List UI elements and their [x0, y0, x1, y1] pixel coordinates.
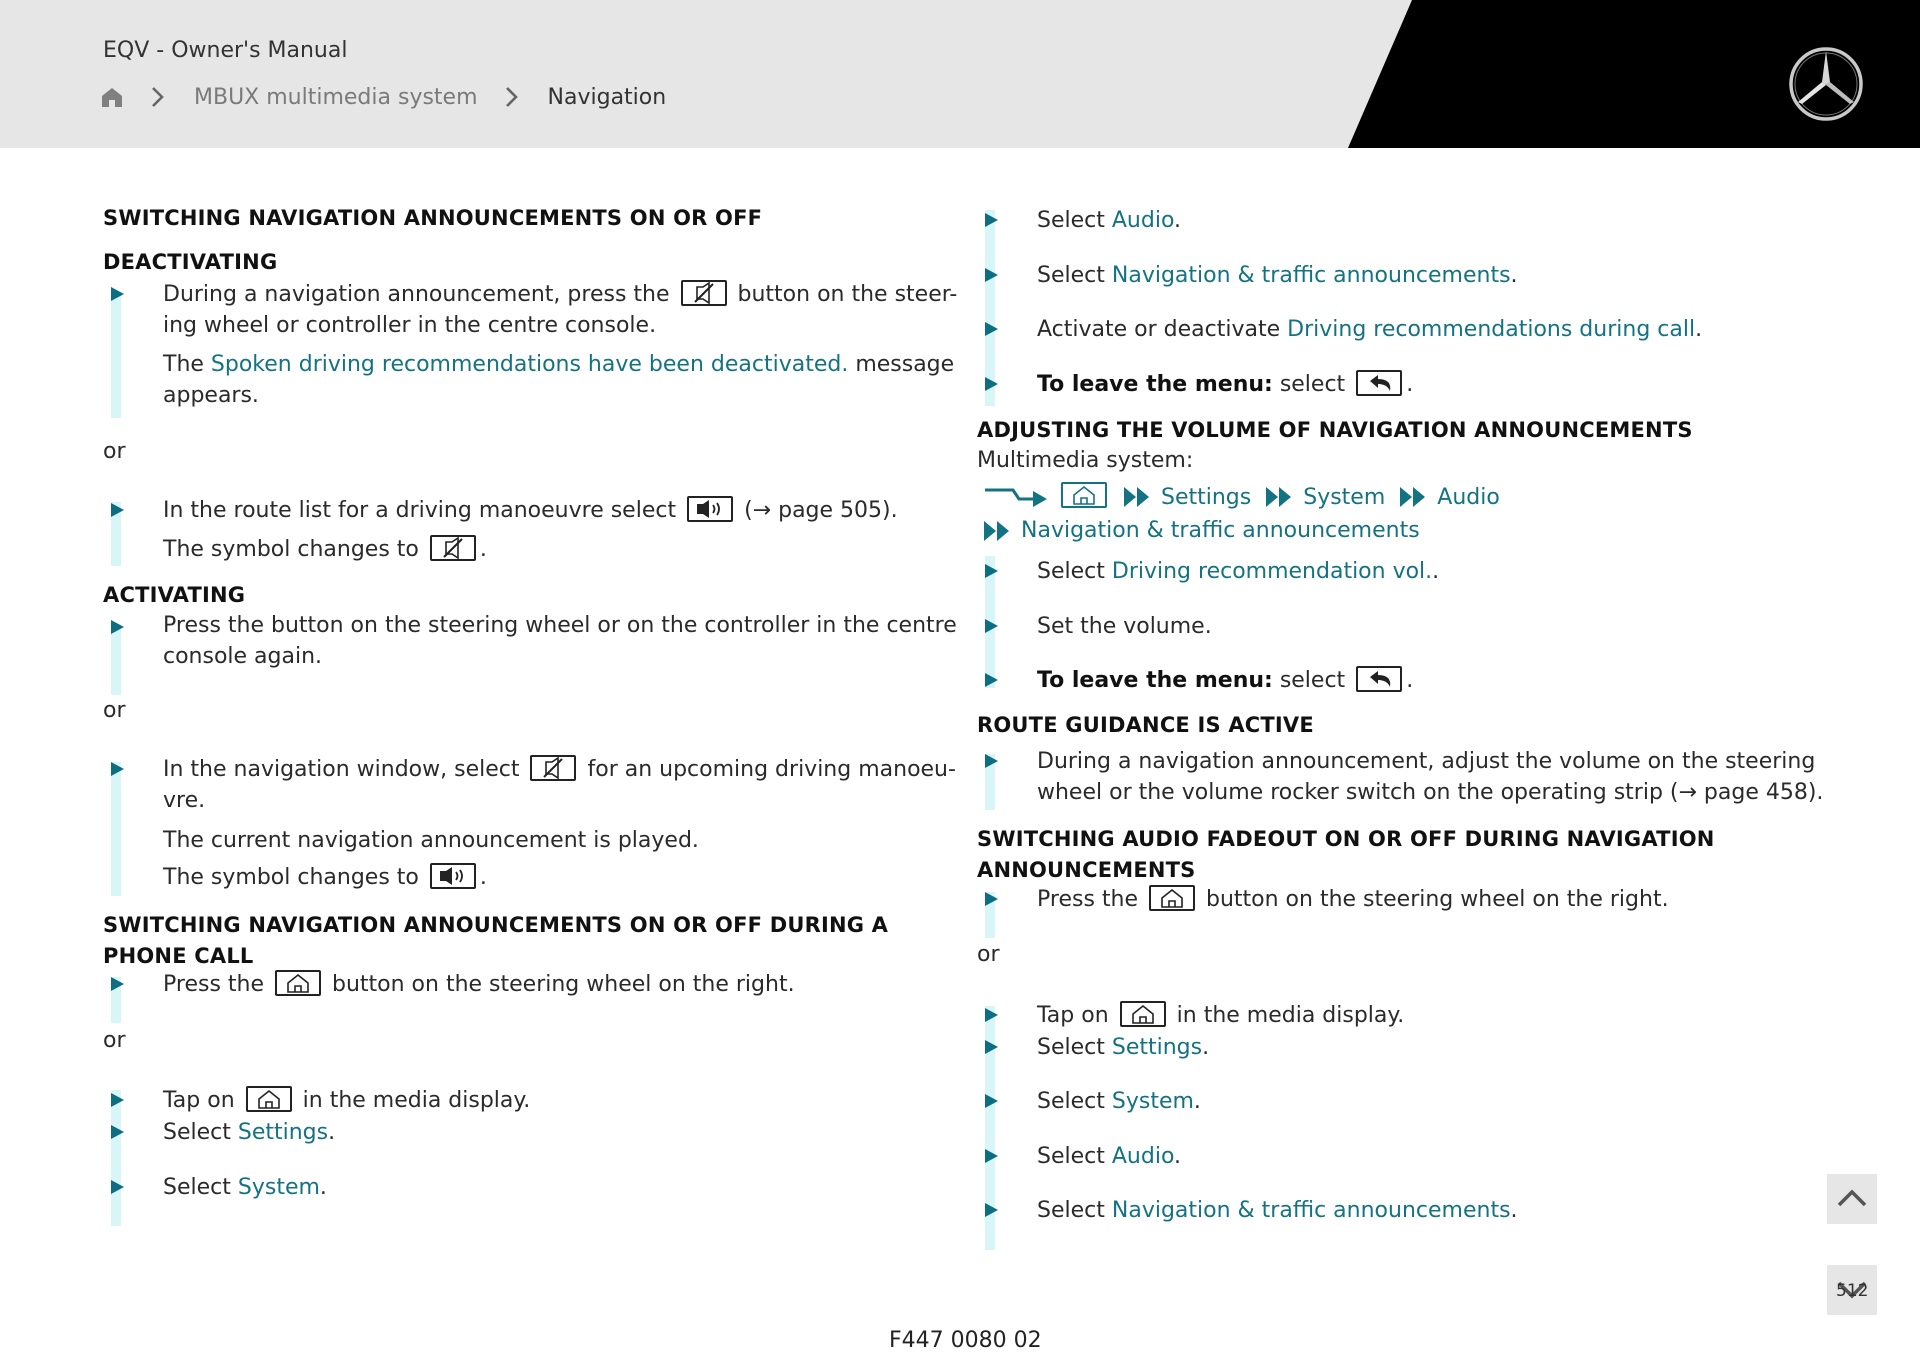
step-arrow-icon [111, 1180, 124, 1194]
menu-link-settings[interactable]: Settings [237, 1120, 329, 1145]
result-text: The current navigation announcement is played. [163, 828, 699, 853]
step-bar [111, 292, 121, 418]
home-button-icon [1061, 482, 1107, 508]
step-text: in the media display. [302, 1088, 531, 1113]
step-text: vre. [163, 788, 206, 813]
step-text: button on the steer- [737, 282, 958, 307]
step-arrow-icon [985, 377, 998, 391]
menu-path-row-2 [983, 518, 1420, 543]
step-text: button on the steering wheel on the right. [1206, 887, 1669, 912]
footer-code: F447 0080 02 [889, 1328, 1042, 1353]
step-arrow-icon [985, 268, 998, 282]
step-tap-home [1037, 1000, 1404, 1031]
step-text: ing wheel or controller in the centre console. [163, 313, 657, 338]
home-button-icon [246, 1086, 292, 1112]
step-select-nav-traffic: Select Navigation & traffic announcements. [1037, 263, 1518, 288]
home-button-icon [1120, 1001, 1166, 1027]
step-arrow-icon [985, 1094, 998, 1108]
step-text: for an upcoming driving manoeu- [587, 757, 956, 782]
step-arrow-icon [985, 619, 998, 633]
chevron-right-icon [150, 85, 166, 109]
step-arrow-icon [111, 620, 124, 634]
step-bar [111, 625, 121, 695]
step-arrow-icon [985, 564, 998, 578]
step-text-bold: To leave the menu: [1037, 372, 1273, 397]
step-text: message [855, 352, 955, 377]
message-link: Spoken driving recommendations have been deactivated. [210, 352, 849, 377]
path-link-nav-traffic[interactable]: Navigation & traffic announcements [1021, 518, 1420, 543]
double-chevron-icon [1265, 485, 1295, 509]
menu-link-settings[interactable]: Settings [1111, 1035, 1203, 1060]
or-label: or [977, 942, 1000, 967]
chevron-right-icon [504, 85, 520, 109]
mute-voice-icon [430, 535, 476, 561]
mute-voice-icon [681, 280, 727, 306]
step-text: Select [1037, 1144, 1105, 1169]
step-text: appears. [163, 383, 259, 408]
manual-title: EQV - Owner's Manual [103, 38, 348, 63]
step-tap-home [163, 1085, 530, 1116]
step-text: Select [1037, 559, 1105, 584]
header-black-wedge [0, 0, 1920, 148]
step-text: The symbol changes to [163, 537, 419, 562]
step-text: In the navigation window, select [163, 757, 520, 782]
speaker-icon [430, 863, 476, 889]
step-text: select [1279, 668, 1346, 693]
page-header [0, 0, 1920, 148]
menu-link-system[interactable]: System [237, 1175, 320, 1200]
home-icon[interactable] [100, 85, 124, 109]
step-arrow-icon [985, 754, 998, 768]
page-reference-link[interactable]: (→ page 505). [744, 498, 898, 523]
symbol-change-text: The symbol changes to . [163, 537, 487, 562]
step-leave-menu: To leave the menu: select . [1037, 668, 1414, 693]
step-text: Press the [163, 972, 264, 997]
step-text: console again. [163, 644, 323, 669]
step-arrow-icon [985, 673, 998, 687]
symbol-change-text: The symbol changes to . [163, 865, 487, 890]
double-chevron-icon [983, 519, 1013, 543]
result-message [163, 349, 954, 411]
menu-link-nav-traffic[interactable]: Navigation & traffic announcements [1111, 263, 1511, 288]
speaker-icon [687, 496, 733, 522]
step-arrow-icon [985, 322, 998, 336]
step-select-audio: Select Audio. [1037, 208, 1182, 233]
step-select-system: Select System. [163, 1175, 327, 1200]
menu-link-driving-recommendations[interactable]: Driving recommendations during call [1287, 317, 1696, 342]
heading-phone-call [103, 910, 888, 972]
step-text: Activate or deactivate [1037, 317, 1281, 342]
step-text: Select [1037, 1035, 1105, 1060]
step-arrow-icon [111, 287, 124, 301]
back-icon [1356, 370, 1402, 396]
step-bar [111, 762, 121, 896]
step-arrow-icon [985, 1008, 998, 1022]
step-arrow-icon [111, 1125, 124, 1139]
path-link-system[interactable]: System [1303, 484, 1386, 510]
menu-link-nav-traffic[interactable]: Navigation & traffic announcements [1111, 1198, 1511, 1223]
step-text: button on the steering wheel on the right. [332, 972, 795, 997]
step-set-volume: Set the volume. [1037, 614, 1212, 639]
or-label: or [103, 439, 126, 464]
step-text: Select [163, 1175, 231, 1200]
step-route-list [163, 495, 898, 526]
step-select-driving-vol: Select Driving recommendation vol.. [1037, 559, 1440, 584]
step-press-home [163, 969, 795, 1000]
step-text: The [163, 352, 204, 377]
step-select-nav-traffic: Select Navigation & traffic announcements. [1037, 1198, 1518, 1223]
step-text: In the route list for a driving manoeuvre select [163, 498, 677, 523]
step-text: Select [1037, 263, 1105, 288]
menu-link-driving-vol[interactable]: Driving recommendation vol. [1111, 559, 1433, 584]
step-driving-recommendations: Activate or deactivate Driving recommendations during call. [1037, 317, 1703, 342]
heading-line: PHONE CALL [103, 944, 254, 968]
path-link-settings[interactable]: Settings [1161, 484, 1252, 510]
or-label: or [103, 1028, 126, 1053]
step-arrow-icon [111, 503, 124, 517]
home-button-icon [1149, 885, 1195, 911]
step-navigation-window [163, 754, 956, 816]
step-leave-menu: To leave the menu: select . [1037, 372, 1414, 397]
back-icon [1356, 666, 1402, 692]
step-select-settings: Select Settings. [1037, 1035, 1210, 1060]
menu-path-row [983, 484, 1500, 510]
step-text: Select [163, 1120, 231, 1145]
mercedes-star-logo [1788, 46, 1864, 122]
breadcrumb-current: Navigation [547, 84, 667, 110]
path-start-arrow-icon [983, 485, 1049, 509]
step-arrow-icon [985, 1149, 998, 1163]
menu-link-system[interactable]: System [1111, 1089, 1194, 1114]
home-button-icon [275, 970, 321, 996]
page-number: 512 [1836, 1281, 1869, 1301]
scroll-up-button[interactable] [1827, 1174, 1877, 1224]
heading-switching-announcements: SWITCHING NAVIGATION ANNOUNCEMENTS ON OR OFF [103, 206, 763, 230]
step-select-audio: Select Audio. [1037, 1144, 1182, 1169]
step-text: Select [1037, 1089, 1105, 1114]
breadcrumb-link-mbux[interactable]: MBUX multimedia system [194, 84, 478, 110]
step-arrow-icon [985, 213, 998, 227]
step-adjust-volume [1037, 746, 1823, 808]
step-text: Select [1037, 208, 1105, 233]
menu-link-audio[interactable]: Audio [1111, 1144, 1175, 1169]
step-arrow-icon [985, 1040, 998, 1054]
breadcrumb [100, 82, 666, 112]
step-arrow-icon [111, 977, 124, 991]
heading-line: SWITCHING NAVIGATION ANNOUNCEMENTS ON OR OFF DURING A [103, 913, 889, 937]
step-text: in the media display. [1176, 1003, 1405, 1028]
step-activate-press [163, 610, 957, 672]
step-text: During a navigation announcement, press the [163, 282, 670, 307]
heading-route-guidance: ROUTE GUIDANCE IS ACTIVE [977, 713, 1314, 737]
step-text: Press the [1037, 887, 1138, 912]
menu-link-audio[interactable]: Audio [1111, 208, 1175, 233]
step-arrow-icon [985, 1203, 998, 1217]
step-arrow-icon [111, 762, 124, 776]
mute-voice-icon [530, 755, 576, 781]
multimedia-system-label: Multimedia system: [977, 448, 1194, 473]
step-text: During a navigation announcement, adjust the volume on the steering [1037, 749, 1816, 774]
double-chevron-icon [1399, 485, 1429, 509]
heading-audio-fadeout [977, 824, 1715, 886]
step-text: Tap on [163, 1088, 235, 1113]
path-link-audio[interactable]: Audio [1437, 484, 1500, 510]
step-text: Select [1037, 1198, 1105, 1223]
step-text: select [1279, 372, 1346, 397]
or-label: or [103, 698, 126, 723]
double-chevron-icon [1123, 485, 1153, 509]
step-deactivate-press [163, 279, 957, 341]
step-arrow-icon [111, 1093, 124, 1107]
step-text-bold: To leave the menu: [1037, 668, 1273, 693]
heading-activating: ACTIVATING [103, 583, 246, 607]
step-text: The symbol changes to [163, 865, 419, 890]
heading-line: SWITCHING AUDIO FADEOUT ON OR OFF DURING NAVIGATION [977, 827, 1715, 851]
heading-adjust-volume: ADJUSTING THE VOLUME OF NAVIGATION ANNOUNCEMENTS [977, 418, 1693, 442]
step-bar [111, 1090, 121, 1226]
heading-deactivating: DEACTIVATING [103, 250, 278, 274]
step-arrow-icon [985, 892, 998, 906]
step-text: Tap on [1037, 1003, 1109, 1028]
chevron-up-icon [1827, 1174, 1877, 1224]
step-press-home [1037, 884, 1669, 915]
step-select-settings: Select Settings. [163, 1120, 336, 1145]
step-text: Press the button on the steering wheel or on the controller in the centre [163, 613, 957, 638]
heading-line: ANNOUNCEMENTS [977, 858, 1196, 882]
step-select-system: Select System. [1037, 1089, 1201, 1114]
step-text: wheel or the volume rocker switch on the operating strip (→ page 458). [1037, 780, 1824, 805]
